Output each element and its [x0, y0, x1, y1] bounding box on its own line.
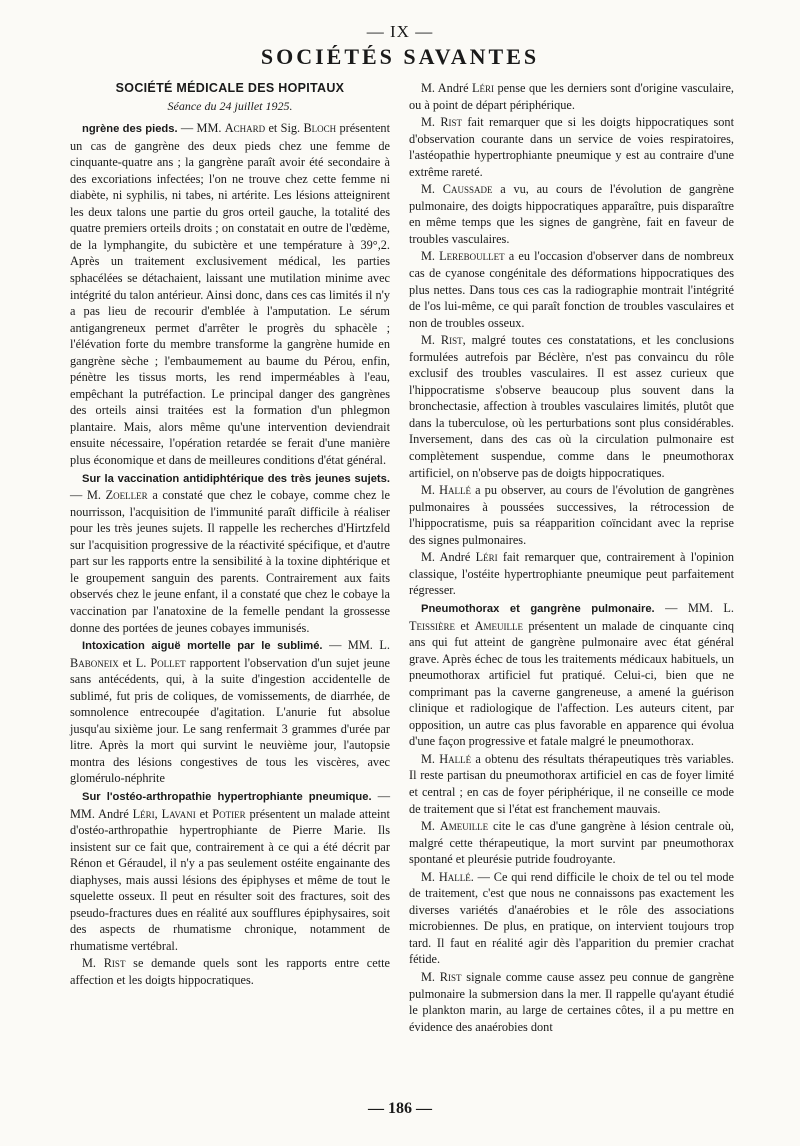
author-name: Hallé — [438, 869, 471, 884]
paragraph-heading: Sur l'ostéo-arthropathie hypertrophiante pneumique. — [82, 790, 372, 803]
paragraph-text: rapportent l'observation d'un sujet jeune sans antécédents, qui, à la suite d'ingestion accidentelle de sublimé, fut pris de coliques, de vomissements, de diarrhée, de somnolence entrecoupée d'agitation. L'anurie fut absolue jusqu'au sixième jour. Le sang renfermait 3 grammes d'urée par litre. Après la mort qui survint le neuvième jour, l'autopsie montra des lésions congestives de tous les viscères, avec glomérulo-néphrite — [70, 655, 390, 786]
paragraph-caussade: M. Caussade a vu, au cours de l'évolution de gangrène pulmonaire, des doigts hippocratiques apparaître, puis disparaître en même temps que les signes de gangrène, fait en faveur de troubles vasculaires. — [409, 182, 734, 246]
paragraph-halle-2: M. Hallé a obtenu des résultats thérapeutiques très variables. Il reste partisan du pneumothorax artificiel en cas de foyer limité et central ; en cas de foyer périphérique, il ne conseille ce mode de traitement que si l'état est franchement mauvais. — [409, 751, 734, 816]
paragraph-rist-3: M. Rist signale comme cause assez peu connue de gangrène pulmonaire la submersion dans la mer. Il rappelle qu'ayant étudié le plankton marin, au large de certaines côtes, il a pu mettre en évidence des anaérobies dont — [409, 969, 734, 1034]
author-name: Rist — [440, 333, 463, 348]
author-name: Ameuille — [474, 618, 523, 633]
author-name: Caussade — [442, 182, 493, 197]
author-name: Lereboullet — [439, 249, 505, 264]
left-column — [70, 80, 390, 990]
paragraph-heading: ngrène des pieds. — [82, 123, 178, 136]
paragraph-text: pense que les derniers sont d'origine vasculaire, ou à point de départ périphérique. — [409, 81, 734, 112]
paragraph-rist-question: M. Rist se demande quels sont les rapports entre cette affection et les doigts hippocratiques. — [70, 956, 390, 987]
paragraph-rist-1: M. Rist fait remarquer que si les doigts hippocratiques sont d'observation courante dans un service de voies respiratoires, l'astéopathie hypertrophiante pneumique y est au contraire d'une extrême rareté. — [409, 115, 734, 179]
author-name: Lavani — [161, 806, 196, 821]
author-name: Léri — [132, 806, 155, 821]
paragraph-text: , malgré toutes ces constatations, et les conclusions formulées autrefois par Béclère, n'est pas convaincu du rôle exclusif des troubles vasculaires. Il est assez curieux que l'hippocratisme s'observe beaucoup plus souvent dans la bronchectasie, affection à troubles vasculaires limités, plutôt que dans la tuberculose, où les perturbations sont plus considérables. Inversement, dans des cas où la circulation pulmonaire est complètement suspendue, comme dans le pneumothorax artificiel, on n'observe pas de doigts hippocratiques. — [409, 333, 734, 480]
paragraph-leri-2: M. André Léri fait remarquer que, contrairement à l'opinion classique, l'ostéite hypertrophiante pneumique peut parfaitement régresser. — [409, 550, 734, 598]
author-name: Rist — [439, 969, 462, 984]
paragraph-vaccination: Sur la vaccination antidiphtérique des très jeunes sujets. — M. Zoeller a constaté que chez le cobaye, comme chez le nourrisson, l'acquisition de l'immunité paraît difficile à réaliser pour les très jeunes sujets. Il rappelle les recherches d'Hirtzfeld sur l'acquisition progressive de la réactivité spécifique, et d'autre part sur les rapports entre la sensibilité à la toxine diphtérique et le groupement sanguin des parents. Contrairement aux faits observés chez le jeune enfant, il a constaté que chez le cobaye la vaccination par l'anatoxine de la femelle pendant la grossesse donne des portées de jeunes cobayes immunisés. — [70, 472, 390, 635]
section-title: SOCIÉTÉ MÉDICALE DES HOPITAUX — [115, 81, 345, 95]
paragraph-heading: Sur la vaccination antidiphtérique des très jeunes sujets. — [82, 472, 390, 485]
paragraph-text: se demande quels sont les rapports entre cette affection et les doigts hippocratiques. — [70, 956, 390, 987]
paragraph-text: a obtenu des résultats thérapeutiques très variables. Il reste partisan du pneumothorax artificiel en cas de foyer limité et central ; en cas de foyer périphérique, il ne conseille ce mode de traitement que si l'état est franchement mauvais. — [409, 751, 734, 816]
paragraph-text: a vu, au cours de l'évolution de gangrène pulmonaire, des doigts hippocratiques apparaître, puis disparaître en même temps que les signes de gangrène, fait en faveur de troubles vasculaires. — [409, 182, 734, 246]
paragraph-text: a pu observer, au cours de l'évolution de gangrènes pulmonaires à poussées successives, la rétrocession de l'hippocratisme, puis sa réapparition coïncidant avec la reprise des signes pulmonaires. — [409, 483, 734, 547]
paragraph-text: a constaté que chez le cobaye, comme chez le nourrisson, l'acquisition de l'immunité paraît difficile à réaliser pour les très jeunes sujets. Il rappelle les recherches d'Hirtzfeld sur l'acquisition progressive de la réactivité spécifique, et d'autre part sur les rapports entre la sensibilité à la toxine diphtérique et le groupement sanguin des parents. Contrairement aux faits observés chez le jeune enfant, il a constaté que chez le cobaye la vaccination par l'anatoxine de la femelle pendant la grossesse donne des portées de jeunes cobayes immunisés. — [70, 488, 390, 635]
paragraph-text: présentent un malade de cinquante cinq ans qui fut atteint de gangrène pulmonaire avec état général grave. Après échec de tous les traitements médicaux habituels, un pneumothorax artificiel fut pratiqué. Celui-ci, bien que ne comprimant pas la caverne gangreneuse, a amené la guérison clinique et radiologique de l'affection. Les auteurs citent, par opposition, un autre cas plus favorable en apparence qui évolua d'une façon progressive et fatale malgré le pneumothorax. — [409, 618, 734, 749]
author-name: Achard — [224, 121, 266, 136]
paragraph-text: présentent un malade atteint d'ostéo-arthropathie hypertrophiante de Pierre Marie. Ils insistent sur ce fait que, contrairement à ce qui a été décrit par Rénon et Géraudel, il n'y a pas seulement ostéite engainante des diaphyses, mais aussi lésions des épiphyses et même de tout le squelette osseux. Il peut en résulter soit des fractures, soit des pseudo-fractures dues en réalité aux soufflures épiphysaires, soit des aspects de rhumatisme chronique, notamment de rhumatisme vertébral. — [70, 806, 390, 953]
author-name: Léri — [472, 81, 495, 95]
paragraph-text: cite le cas d'une gangrène à lésion centrale où, malgré cette thérapeutique, la mort survint par pneumothorax spontané et pleurésie putride foudroyante. — [409, 819, 734, 867]
paragraph-text: signale comme cause assez peu connue de gangrène pulmonaire la submersion dans la mer. Il rappelle qu'ayant étudié le plankton marin, au large de certaines côtes, il a pu mettre en évidence des anaérobies dont — [409, 969, 734, 1034]
paragraph-heading: Intoxication aiguë mortelle par le sublimé. — [82, 640, 323, 653]
author-name: Rist — [440, 115, 463, 130]
author-name: Rist — [103, 956, 126, 971]
author-name: Zoeller — [105, 488, 148, 503]
paragraph-halle-1: M. Hallé a pu observer, au cours de l'évolution de gangrènes pulmonaires à poussées successives, la rétrocession de l'hippocratisme, puis sa réapparition coïncidant avec la reprise des signes pulmonaires. — [409, 483, 734, 547]
author-name: Bloch — [303, 121, 337, 136]
author-name: Léri — [475, 550, 498, 565]
session-date: Séance du 24 juillet 1925. — [167, 98, 293, 113]
author-name: Potier — [212, 806, 246, 821]
paragraph-osteo-arthropathie: Sur l'ostéo-arthropathie hypertrophiante pneumique. — MM. André Léri, Lavani et Potier présentent un malade atteint d'ostéo-arthropathie hypertrophiante de Pierre Marie. Ils insistent sur ce fait que, contrairement à ce qui a été décrit par Rénon et Géraudel, il n'y a pas seulement ostéite engainante des diaphyses, mais aussi lésions des épiphyses et même de tout le squelette osseux. Il peut en résulter soit des fractures, soit des pseudo-fractures dues en réalité aux soufflures épiphysaires, soit des aspects de rhumatisme chronique, notamment de rhumatisme vertébral. — [70, 788, 390, 953]
paragraph-pneumothorax: Pneumothorax et gangrène pulmonaire. — MM. L. Teissière et Ameuille présentent un malade de cinquante cinq ans qui fut atteint de gangrène pulmonaire avec état général grave. Après échec de tous les traitements médicaux habituels, un pneumothorax artificiel fut pratiqué. Celui-ci, bien que ne comprimant pas la caverne gangreneuse, a amené la guérison clinique et radiologique de l'affection. Les auteurs citent, par opposition, un autre cas plus favorable en apparence qui évolua d'une façon progressive et fatale malgré le pneumothorax. — [409, 600, 735, 749]
paragraph-ameuille: M. Ameuille cite le cas d'une gangrène à lésion centrale où, malgré cette thérapeutique, la mort survint par pneumothorax spontané et pleurésie putride foudroyante. — [409, 819, 734, 867]
paragraph-intoxication: Intoxication aiguë mortelle par le sublimé. — MM. L. Baboneix et L. Pollet rapportent l'observation d'un sujet jeune sans antécédents, qui, à la suite d'ingestion accidentelle de sublimé, fut pris de coliques, de vomissements, de diarrhée, de somnolence entrecoupée d'agitation. L'anurie fut absolue jusqu'au sixième jour. Le sang renfermait 3 grammes d'urée par litre. Après la mort qui survint le neuvième jour, l'autopsie montra des lésions congestives de tous les viscères, avec glomérulo-néphrite — [70, 638, 390, 786]
right-column — [409, 80, 734, 1036]
paragraph-gangrene: ngrène des pieds. — MM. Achard et Sig. Bloch présentent un cas de gangrène des deux pieds chez une femme de cinquante-quatre ans ; la gangrène paraît avoir été secondaire à des excoriations infectées; l'on ne trouve chez cette femme ni diabète, ni syphilis, ni tabes, ni artérite. Les lésions atteignirent les deux talons une partie du gros orteil gauche, la totalité des quatre premiers orteils droits ; on constatait en outre de l'œdème, de la lymphangite, du subictère et une température à 39°,2. Après un traitement exclusivement médical, les parties sphacélées se détachaient, laissant une mutilation minime avec intégrité du talon antérieur. Ainsi donc, dans ces cas limités il n'y a pas lieu de recourir d'emblée à l'amputation. Le sérum antigangreneux permet d'arrêter le progrès du sphacèle ; l'élévation forte du membre transforme la gangrène humide en gangrène sèche ; l'embaumement au baume du Pérou, enfin, pénètre les tissus morts, les rend imperméables à l'eau, empêchant la putréfaction. Le principal danger des gangrènes des orteils ainsi traitées est la formation d'un phlegmon plantaire. Mais, alors même qu'une intervention deviendrait ensuite nécessaire, l'opération retardée se ferait d'une manière plus économique et dans de meilleures conditions d'état général. — [70, 121, 390, 468]
author-name: Hallé — [439, 751, 472, 766]
paragraph-text: présentent un cas de gangrène des deux pieds chez une femme de cinquante-quatre ans ; la gangrène paraît avoir été secondaire à des excoriations infectées; l'on ne trouve chez cette femme ni diabète, ni syphilis, ni tabes, ni artérite. Les lésions atteignirent les deux talons une partie du gros orteil gauche, la totalité des quatre premiers orteils droits ; on constatait en outre de l'œdème, de la lymphangite, du subictère et une température à 39°,2. Après un traitement exclusivement médical, les parties sphacélées se détachaient, laissant une mutilation minime avec intégrité du talon antérieur. Ainsi donc, dans ces cas limités il n'y a pas lieu de recourir d'emblée à l'amputation. Le sérum antigangreneux permet d'arrêter le progrès du sphacèle ; l'élévation forte du membre transforme la gangrène humide en gangrène sèche ; l'embaumement au baume du Pérou, enfin, pénètre les tissus morts, les rend imperméables à l'eau, empêchant la putréfaction. Le principal danger des gangrènes des orteils ainsi traitées est la formation d'un phlegmon plantaire. Mais, alors même qu'une intervention deviendrait ensuite nécessaire, l'opération retardée se ferait d'une manière plus économique et dans de meilleures conditions d'état général. — [70, 121, 390, 468]
paragraph-rist-2: M. Rist, malgré toutes ces constatations, et les conclusions formulées autrefois par Béclère, n'est pas convaincu du rôle exclusif des troubles vasculaires. Il est assez curieux que l'hippocratisme s'observe beaucoup plus souvent dans la bronchectasie, affection à troubles vasculaires limités, plutôt que dans la tuberculose, où les perturbations sont plus considérables. Inversement, dans des cas où la circulation pulmonaire est complètement suspendue, comme dans le pneumothorax artificiel, on n'observe pas de doigts hippocratiques. — [409, 333, 734, 480]
author-name: Hallé — [439, 483, 471, 498]
author-name: L. Teissière — [409, 600, 735, 633]
paragraph-heading: Pneumothorax et gangrène pulmonaire. — [421, 602, 655, 615]
author-name: L. Pollet — [135, 655, 186, 670]
paragraph-text: fait remarquer que si les doigts hippocratiques sont d'observation courante dans un service de voies respiratoires, l'astéopathie hypertrophiante pneumique y est au contraire d'une extrême rareté. — [409, 115, 734, 179]
roman-page-number: — IX — — [366, 22, 434, 41]
paragraph-text: a eu l'occasion d'observer dans de nombreux cas de cyanose congénitale des déformations hippocratiques des plus nettes. Dans tous ces cas la radiographie montrait l'intégrité de l'os lui-même, ce qui paraît fonction de troubles vasculaires et non de troubles osseux. — [409, 249, 734, 330]
page-title: SOCIÉTÉS SAVANTES — [260, 44, 540, 69]
paragraph-halle-3: M. Hallé. — Ce qui rend difficile le choix de tel ou tel mode de traitement, c'est que nous ne connaissons pas exactement les diverses variétés d'anaérobies et le rôle des associations microbiennes. De plus, en pratique, on intervient toujours trop tard. Il faut en réalité agir dès l'apparition du premier crachat fétide. — [409, 869, 734, 967]
page-number: — 186 — — [368, 1100, 432, 1117]
paragraph-lereboullet: M. Lereboullet a eu l'occasion d'observer dans de nombreux cas de cyanose congénitale des déformations hippocratiques des plus nettes. Dans tous ces cas la radiographie montrait l'intégrité de l'os lui-même, ce qui paraît fonction de troubles vasculaires et non de troubles osseux. — [409, 249, 734, 330]
paragraph-text: . — Ce qui rend difficile le choix de tel ou tel mode de traitement, c'est que nous ne connaissons pas exactement les diverses variétés d'anaérobies et le rôle des associations microbiennes. De plus, en pratique, on intervient toujours trop tard. Il faut en réalité agir dès l'apparition du premier crachat fétide. — [409, 869, 734, 967]
author-name: L. Baboneix — [70, 638, 390, 670]
paragraph-leri-1: M. André Léri pense que les derniers sont d'origine vasculaire, ou à point de départ périphérique. — [409, 81, 734, 112]
author-name: Ameuille — [439, 819, 489, 834]
paragraph-text: fait remarquer que, contrairement à l'opinion classique, l'ostéite hypertrophiante pneumique peut parfaitement régresser. — [409, 550, 734, 598]
